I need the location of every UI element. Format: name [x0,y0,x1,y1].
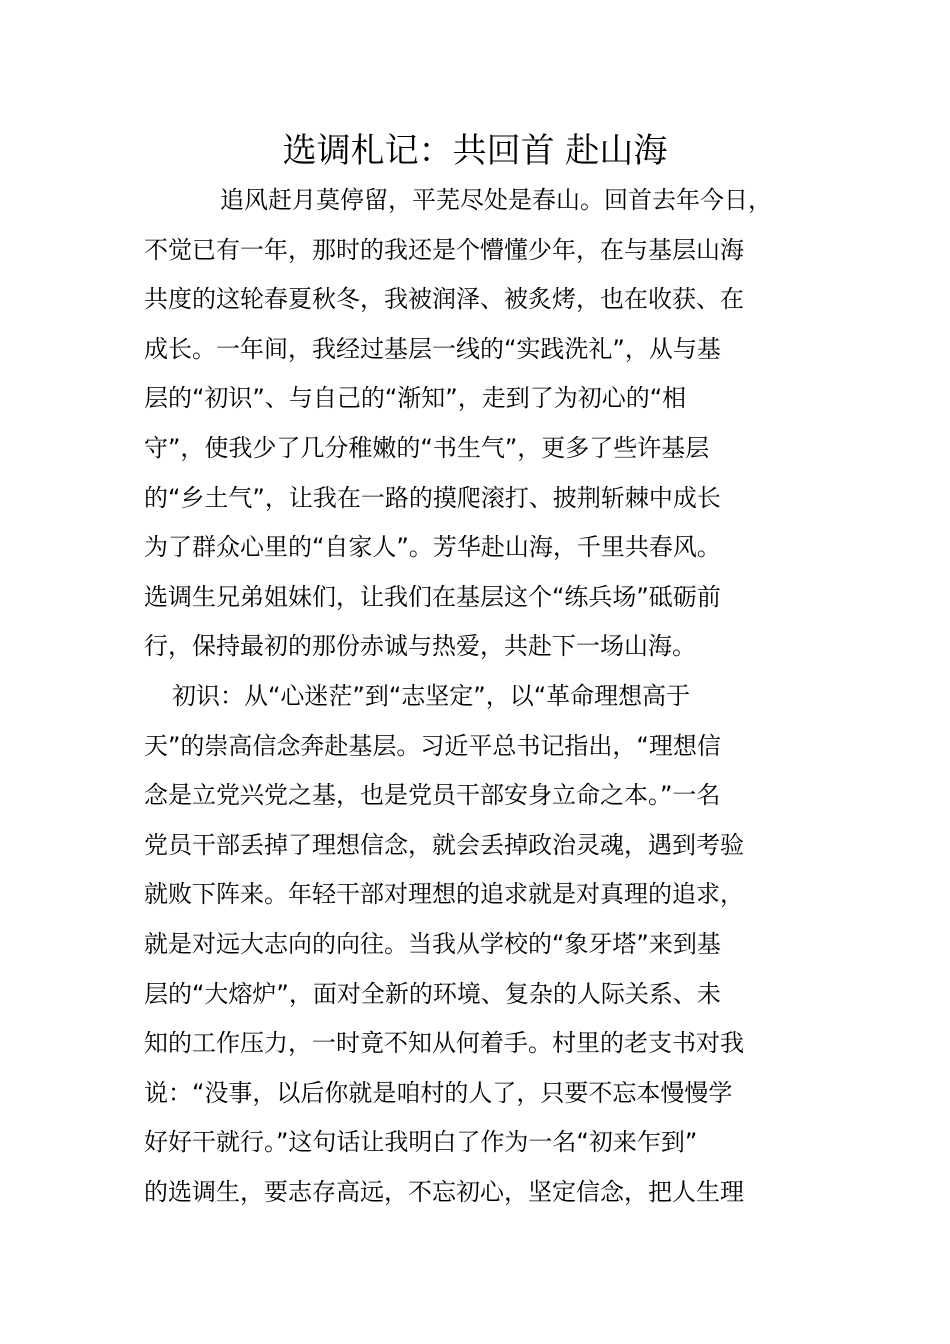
paragraph-1 [144,176,812,672]
text-line: 追风赶月莫停留，平芜尽处是春山。回首去年今日， [220,186,772,214]
document-title: 选调札记：共回首 赴山海 [282,131,668,171]
text-line: 天”的崇高信念奔赴基层。习近平总书记指出，“理想信 [144,731,721,760]
text-line: 就是对远大志向的向往。当我从学校的“象牙塔”来到基 [144,929,721,958]
text-line: 层的“大熔炉”，面对全新的环境、复杂的人际关系、未 [144,979,721,1008]
text-line: 知的工作压力，一时竟不知从何着手。村里的老支书对我 [144,1029,744,1058]
text-line: 层的“初识”、与自己的“渐知”，走到了为初心的“相 [144,384,687,413]
text-line: 共度的这轮春夏秋冬，我被润泽、被炙烤，也在收获、在 [144,285,744,314]
text-line: 不觉已有一年，那时的我还是个懵懂少年，在与基层山海 [144,235,744,264]
text-line: 成长。一年间，我经过基层一线的“实践洗礼”，从与基 [144,334,721,363]
text-line: 说：“没事，以后你就是咱村的人了，只要不忘本慢慢学 [144,1078,733,1107]
text-line: 的选调生，要志存高远，不忘初心，坚定信念，把人生理 [144,1177,744,1206]
text-line: 党员干部丢掉了理想信念，就会丢掉政治灵魂，遇到考验 [144,830,744,859]
text-line: 行，保持最初的那份赤诚与热爱，共赴下一场山海。 [144,632,696,661]
text-line: 好好干就行。”这句话让我明白了作为一名“初来乍到” [144,1128,698,1157]
text-line: 就败下阵来。年轻干部对理想的追求就是对真理的追求， [144,880,744,909]
text-line: 为了群众心里的“自家人”。芳华赴山海，千里共春风。 [144,533,721,562]
text-line: 的“乡土气”，让我在一路的摸爬滚打、披荆斩棘中成长 [144,483,721,512]
text-line: 初识：从“心迷茫”到“志坚定”，以“革命理想高于 [172,681,691,710]
text-line: 选调生兄弟姐妹们，让我们在基层这个“练兵场”砥砺前 [144,582,721,611]
paragraph-2 [144,672,812,1218]
text-line: 守”，使我少了几分稚嫩的“书生气”，更多了些许基层 [144,433,710,462]
document-body [144,176,812,1217]
text-line: 念是立党兴党之基，也是党员干部安身立命之本。”一名 [144,781,721,810]
